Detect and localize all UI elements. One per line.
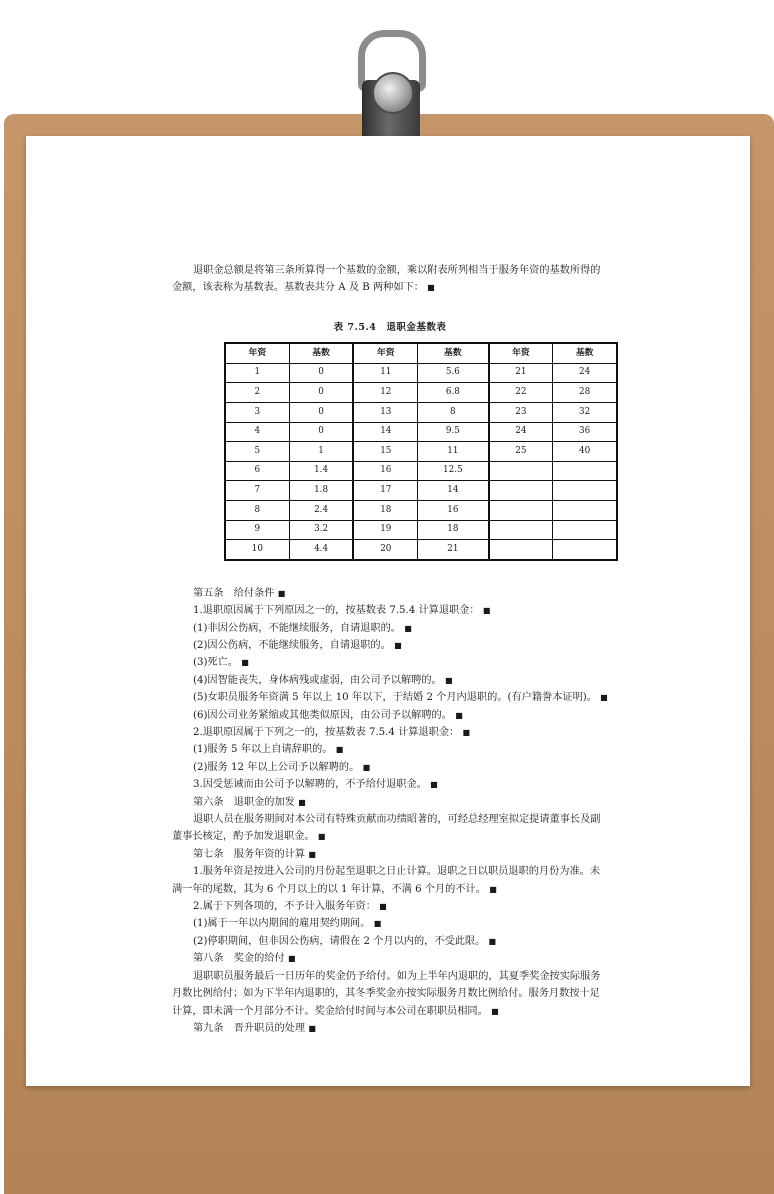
- body-line-text: 1.服务年资是按进入公司的月份起至退职之日止计算。退职之日以职员退职的月份为准。未满一年的尾数，其为 6 个月以上的以 1 年计算，不满 6 个月的不计。: [172, 866, 601, 895]
- table-cell: 12.5: [418, 461, 489, 481]
- table-cell: 8: [225, 500, 289, 520]
- table-header-cell: 年资: [489, 343, 553, 363]
- table-cell: 21: [418, 540, 489, 560]
- table-cell: 1.8: [289, 481, 353, 501]
- table-row: [225, 403, 617, 423]
- table-cell: 6.8: [418, 383, 489, 403]
- table-cell: 0: [289, 403, 353, 423]
- body-line: [172, 898, 608, 915]
- table-cell: 11: [353, 363, 417, 383]
- table-header-cell: 基数: [289, 343, 353, 363]
- body-line-text: (5)女职员服务年资满 5 年以上 10 年以下，于结婚 2 个月内退职的。(有户籍誊本证明)。: [193, 692, 597, 704]
- body-line: [172, 585, 608, 602]
- body-line-text: (2)因公伤病，不能继续服务，自请退职的。: [193, 639, 391, 651]
- table-cell: 7: [225, 481, 289, 501]
- body-line: [172, 915, 608, 932]
- intro-text: 退职金总额是将第三条所算得一个基数的金额，乘以附表所列相当于服务年资的基数所得的金额，该表称为基数表。基数表共分 A 及 B 两种如下：: [172, 265, 601, 294]
- paragraph-mark: ■: [317, 832, 326, 842]
- table-cell: 14: [418, 481, 489, 501]
- paragraph-mark: ■: [491, 1006, 499, 1016]
- table-cell: 0: [289, 363, 353, 383]
- table-cell: 21: [489, 363, 553, 383]
- paragraph-mark: ■: [298, 797, 306, 807]
- table-row: [225, 500, 617, 520]
- table-body: [225, 363, 617, 559]
- paragraph-mark: ■: [489, 884, 497, 894]
- body-line-text: 第六条 退职金的加发: [193, 796, 295, 808]
- paragraph-mark: ■: [241, 658, 249, 668]
- body-line-text: (1)非因公伤病，不能继续服务，自请退职的。: [193, 622, 401, 634]
- body-line: [172, 602, 608, 619]
- body-line: [172, 811, 608, 846]
- intro-paragraph: [172, 262, 608, 297]
- table-cell: 9: [225, 520, 289, 540]
- paragraph-mark: ■: [373, 919, 382, 929]
- body-line-text: 3.因受惩诫而由公司予以解聘的，不予给付退职金。: [193, 779, 427, 791]
- paragraph-mark: ■: [427, 283, 435, 293]
- table-cell: 10: [225, 540, 289, 560]
- paragraph-mark: ■: [335, 745, 344, 755]
- table-cell: 0: [289, 422, 353, 442]
- table-cell: 13: [353, 403, 417, 423]
- paragraph-mark: ■: [445, 675, 453, 685]
- table-cell: 20: [353, 540, 417, 560]
- table-cell: 19: [353, 520, 417, 540]
- table-header-cell: 年资: [353, 343, 417, 363]
- body-line-text: 退职人员在服务期间对本公司有特殊贡献而功绩昭著的，可经总经理室拟定提请董事长及副董事长核定，酌予加发退职金。: [172, 814, 601, 843]
- table-cell: 6: [225, 461, 289, 481]
- table-row: [225, 383, 617, 403]
- body-line: [172, 933, 608, 950]
- table-header-row: [225, 343, 617, 363]
- body-line: [172, 707, 608, 724]
- body-line-text: 第八条 奖金的给付: [193, 953, 285, 965]
- body-line: [172, 968, 608, 1020]
- paragraph-mark: ■: [404, 623, 412, 633]
- paragraph-mark: ■: [462, 728, 471, 737]
- table-cell: 5.6: [418, 363, 489, 383]
- table-cell: 2.4: [289, 500, 353, 520]
- paragraph-mark: ■: [379, 902, 387, 912]
- table-cell: 15: [353, 442, 417, 462]
- body-line: [172, 637, 608, 654]
- paragraph-mark: ■: [362, 762, 371, 772]
- body-line: [172, 950, 608, 967]
- table-cell: 16: [418, 500, 489, 520]
- table-row: [225, 363, 617, 383]
- table-cell: [553, 500, 617, 520]
- paragraph-mark: ■: [308, 849, 316, 859]
- table-cell: [489, 481, 553, 501]
- paragraph-mark: ■: [488, 936, 497, 946]
- table-row: [225, 461, 617, 481]
- clip-rivet: [372, 72, 414, 114]
- table-cell: 1: [289, 442, 353, 462]
- table-row: [225, 481, 617, 501]
- table-cell: 5: [225, 442, 289, 462]
- table-cell: 25: [489, 442, 553, 462]
- table-cell: 1: [225, 363, 289, 383]
- body-line-text: 第七条 服务年资的计算: [193, 848, 306, 860]
- body-line: [172, 863, 608, 898]
- document-content: [172, 262, 608, 1037]
- table-cell: 12: [353, 383, 417, 403]
- body-line: [172, 724, 608, 741]
- body-line: [172, 1020, 608, 1037]
- table-cell: 3.2: [289, 520, 353, 540]
- table-cell: 2: [225, 383, 289, 403]
- body-line-text: (4)因智能丧失，身体病残或虚弱，由公司予以解聘的。: [193, 674, 442, 686]
- table-cell: 9.5: [418, 422, 489, 442]
- table-cell: 32: [553, 403, 617, 423]
- table-cell: [489, 500, 553, 520]
- body-line-text: 2.属于下列各项的，不予计入服务年资：: [193, 901, 376, 913]
- table-header-cell: 基数: [418, 343, 489, 363]
- body-line: [172, 759, 608, 776]
- table-cell: 28: [553, 383, 617, 403]
- table-cell: 8: [418, 403, 489, 423]
- table-cell: 4: [225, 422, 289, 442]
- paragraph-mark: ■: [394, 640, 402, 650]
- table-cell: 17: [353, 481, 417, 501]
- table-cell: 40: [553, 442, 617, 462]
- table-cell: 3: [225, 403, 289, 423]
- body-line: [172, 689, 608, 706]
- body-line-text: 退职职员服务最后一日历年的奖金仍予给付。如为上半年内退职的，其夏季奖金按实际服务月数比例给付；如为下半年内退职的，其冬季奖金亦按实际服务月数比例给付。服务月数按十足计算，即未满一个月部分不计。奖金给付时间与本公司在职职员相同。: [172, 970, 601, 1017]
- article-body: [172, 585, 608, 1038]
- paragraph-mark: ■: [482, 606, 491, 616]
- table-row: [225, 422, 617, 442]
- body-line: [172, 846, 608, 863]
- table-title: 表 7.5.4 退职金基数表: [333, 321, 447, 333]
- table-header-cell: 基数: [553, 343, 617, 363]
- body-line-text: (3)死亡。: [193, 657, 238, 669]
- table-cell: 16: [353, 461, 417, 481]
- paragraph-mark: ■: [308, 1023, 316, 1033]
- table-cell: 24: [489, 422, 553, 442]
- table-cell: 0: [289, 383, 353, 403]
- table-cell: [553, 481, 617, 501]
- table-cell: 22: [489, 383, 553, 403]
- body-line-text: 第五条 给付条件: [193, 587, 275, 599]
- table-cell: 24: [553, 363, 617, 383]
- body-line-text: (1)服务 5 年以上自请辞职的。: [193, 744, 333, 756]
- body-line: [172, 741, 608, 758]
- body-line-text: (2)停职期间，但非因公伤病，请假在 2 个月以内的，不受此限。: [193, 935, 486, 947]
- table-cell: 1.4: [289, 461, 353, 481]
- paragraph-mark: ■: [600, 693, 608, 703]
- table-cell: 36: [553, 422, 617, 442]
- table-cell: 18: [353, 500, 417, 520]
- body-line-text: (2)服务 12 年以上公司予以解聘的。: [193, 761, 360, 773]
- paragraph-mark: ■: [430, 780, 438, 790]
- table-cell: 4.4: [289, 540, 353, 560]
- body-line-text: 第九条 晋升职员的处理: [193, 1022, 306, 1034]
- table-cell: 23: [489, 403, 553, 423]
- body-line: [172, 776, 608, 793]
- table-cell: [489, 540, 553, 560]
- table-cell: [489, 520, 553, 540]
- body-line: [172, 620, 608, 637]
- table-cell: 18: [418, 520, 489, 540]
- retirement-base-table: [224, 342, 618, 561]
- body-line-text: (1)属于一年以内期间的雇用契约期间。: [193, 918, 371, 930]
- body-line: [172, 794, 608, 811]
- paragraph-mark: ■: [455, 710, 463, 720]
- table-row: [225, 442, 617, 462]
- table-cell: 11: [418, 442, 489, 462]
- table-cell: [489, 461, 553, 481]
- paragraph-mark: ■: [277, 588, 286, 598]
- body-line: [172, 672, 608, 689]
- table-cell: [553, 461, 617, 481]
- table-cell: 14: [353, 422, 417, 442]
- table-header-cell: 年资: [225, 343, 289, 363]
- body-line-text: 1.退职原因属于下列原因之一的，按基数表 7.5.4 计算退职金：: [193, 605, 480, 617]
- body-line-text: (6)因公司业务紧缩或其他类似原因，由公司予以解聘的。: [193, 709, 452, 721]
- body-line: [172, 654, 608, 671]
- table-cell: [553, 520, 617, 540]
- table-row: [225, 520, 617, 540]
- body-line-text: 2.退职原因属于下列之一的，按基数表 7.5.4 计算退职金：: [193, 727, 460, 738]
- paragraph-mark: ■: [287, 954, 296, 964]
- table-cell: [553, 540, 617, 560]
- table-row: [225, 540, 617, 560]
